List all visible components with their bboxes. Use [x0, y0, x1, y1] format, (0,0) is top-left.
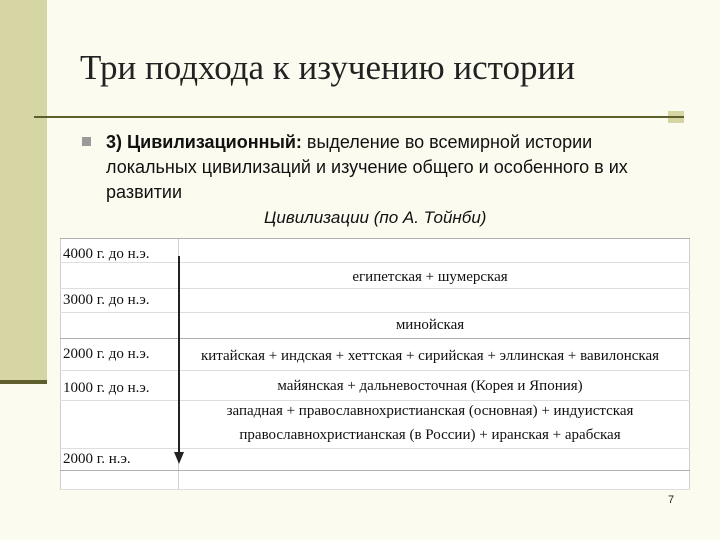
table-border-right [689, 238, 690, 490]
civilization-entry: китайская + индская + хеттская + сирийская + эллинская + вавилонская [200, 348, 660, 364]
civilization-entry: минойская [395, 317, 465, 333]
table-row-divider [60, 448, 690, 449]
civilization-entry: майянская + дальневосточная (Корея и Япония) [277, 378, 583, 394]
table-row-divider [60, 338, 690, 339]
period-label: 2000 г. до н.э. [63, 346, 150, 362]
table-row-divider [60, 370, 690, 371]
table-row-divider [60, 470, 690, 471]
bullet-text [106, 130, 676, 205]
table-border-bottom [60, 489, 690, 490]
decorative-left-bar [0, 0, 47, 384]
page-number: 7 [668, 494, 675, 506]
period-label: 3000 г. до н.э. [63, 292, 150, 308]
square-bullet-icon [82, 137, 91, 146]
table-border-top [60, 238, 690, 239]
bullet-bold-term: 3) Цивилизационный: [106, 132, 302, 152]
bullet-description: выделение во всемирной истории локальных цивилизаций и изучение общего и особенного в их развитии [106, 132, 628, 202]
table-row-divider [60, 262, 690, 263]
civilization-entry: православнохристианская (в России) + иранская + арабская [239, 427, 621, 443]
civilizations-timeline-table [60, 238, 690, 490]
slide-title: Три подхода к изучению истории [80, 48, 575, 87]
civilization-entry: египетская + шумерская [352, 269, 508, 285]
arrow-down-icon [174, 452, 184, 464]
table-border-left [60, 238, 61, 490]
period-label: 1000 г. до н.э. [63, 380, 150, 396]
decorative-left-tick [0, 380, 47, 384]
title-divider [34, 116, 684, 118]
table-row-divider [60, 312, 690, 313]
civilization-entry: западная + православнохристианская (основная) + индуистская [226, 403, 634, 419]
table-row-divider [60, 400, 690, 401]
period-label: 4000 г. до н.э. [63, 246, 150, 262]
period-label: 2000 г. н.э. [63, 451, 131, 467]
table-caption: Цивилизации (по А. Тойнби) [264, 208, 487, 227]
table-row-divider [60, 288, 690, 289]
